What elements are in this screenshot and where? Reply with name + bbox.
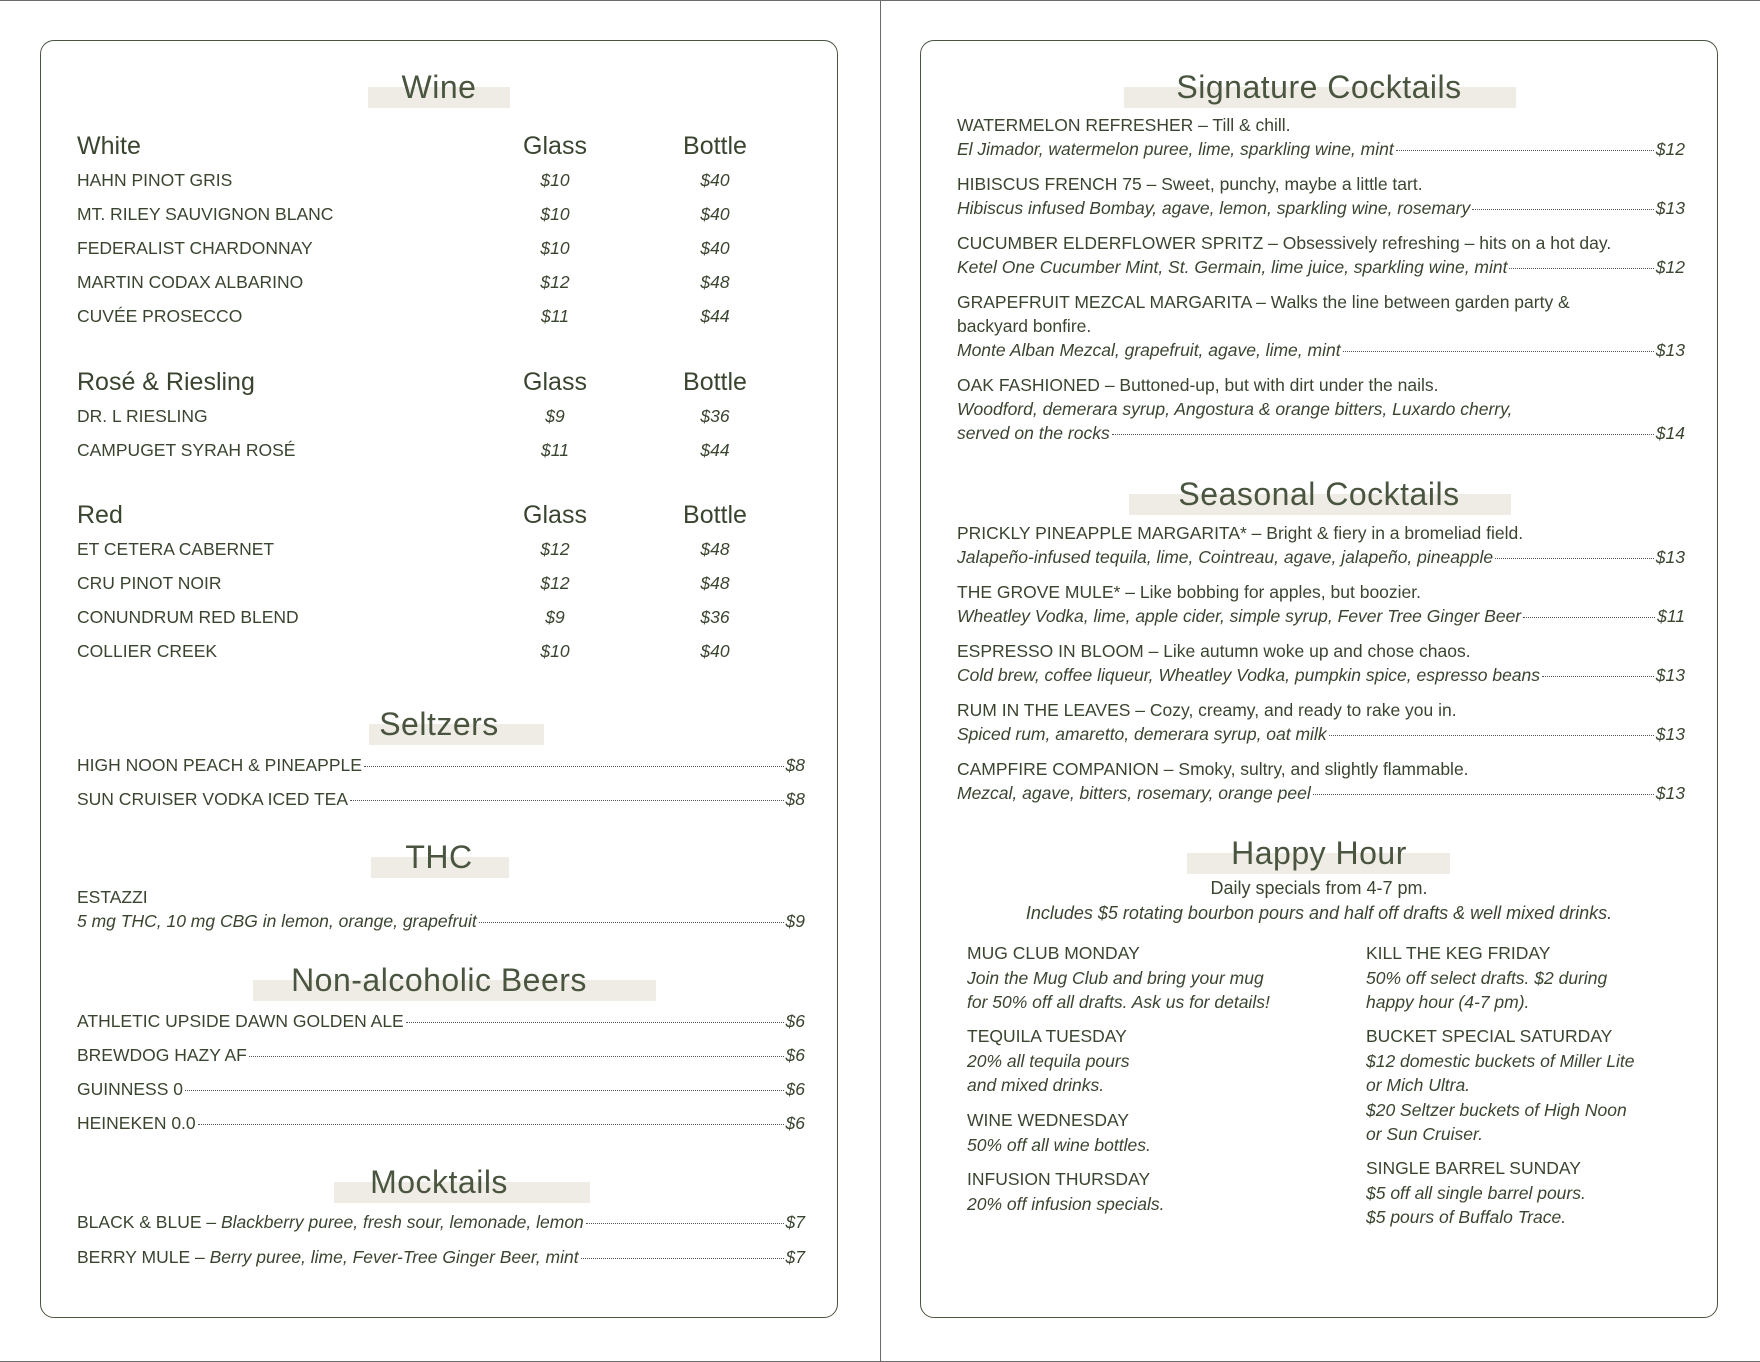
white-glass-label: Glass — [523, 132, 587, 160]
beer-row — [77, 1076, 805, 1102]
item-description: Jalapeño-infused tequila, lime, Cointreau, agave, jalapeño, pineapple — [957, 547, 1494, 567]
wine-name: ET CETERA CABERNET — [77, 539, 275, 559]
item-tagline: Sweet, punchy, maybe a little tart. — [1161, 174, 1423, 194]
item-price: $8 — [785, 789, 805, 809]
item-description: Woodford, demerara syrup, Angostura & orange bitters, Luxardo cherry, — [957, 399, 1513, 419]
item-name: HIBISCUS FRENCH 75 — [957, 174, 1142, 194]
special-item — [1366, 1156, 1716, 1230]
special-item — [1366, 941, 1716, 1015]
glass-price: $12 — [540, 573, 570, 593]
item-tagline: Till & chill. — [1212, 115, 1291, 135]
item-name: CAMPFIRE COMPANION — [957, 759, 1159, 779]
cocktail-item: CUCUMBER ELDERFLOWER SPRITZ – Obsessively refreshing – hits on a hot day. Ketel One Cucumber Mint, St. Germain, lime juice, sparkling wine, mint $12 — [957, 233, 1685, 277]
special-line: or Mich Ultra. — [1366, 1075, 1471, 1095]
rose-glass-label: Glass — [523, 368, 587, 396]
glass-price: $11 — [541, 440, 569, 460]
item-description: Cold brew, coffee liqueur, Wheatley Vodka, pumpkin spice, espresso beans — [957, 665, 1541, 685]
special-line: 20% off infusion specials. — [967, 1193, 1165, 1214]
item-tagline: Cozy, creamy, and ready to rake you in. — [1149, 700, 1457, 720]
rose-bottle-label: Bottle — [683, 368, 747, 396]
rose-label: Rosé & Riesling — [77, 368, 255, 396]
bottle-price: $40 — [700, 204, 730, 224]
special-line: $12 domestic buckets of Miller Lite — [1366, 1050, 1635, 1071]
special-day: INFUSION THURSDAY — [967, 1169, 1151, 1189]
item-name: SUN CRUISER VODKA ICED TEA — [77, 789, 348, 809]
item-name: GUINNESS 0 — [77, 1079, 183, 1099]
seltzer-row — [77, 752, 805, 778]
special-day: SINGLE BARREL SUNDAY — [1366, 1158, 1581, 1178]
item-description: El Jimador, watermelon puree, lime, sparkling wine, mint — [957, 139, 1394, 159]
item-name: HEINEKEN 0.0 — [77, 1113, 196, 1133]
special-day: WINE WEDNESDAY — [967, 1110, 1130, 1130]
mocktails-title: Mocktails — [370, 1164, 508, 1200]
item-price: $13 — [1655, 724, 1685, 744]
item-name: BLACK & BLUE — [77, 1212, 202, 1232]
cocktail-item: PRICKLY PINEAPPLE MARGARITA* – Bright & fiery in a bromeliad field. Jalapeño-infused tequila, lime, Cointreau, agave, jalapeño, pineapple $13 — [957, 523, 1685, 567]
special-item — [967, 941, 1317, 1015]
red-bottle-label: Bottle — [683, 501, 747, 529]
item-name: BERRY MULE — [77, 1247, 191, 1267]
bottle-price: $44 — [700, 306, 730, 326]
item-name: PRICKLY PINEAPPLE MARGARITA* — [957, 523, 1247, 543]
bottle-price: $40 — [700, 170, 730, 190]
special-item — [967, 1024, 1317, 1098]
left-menu-panel — [40, 40, 838, 1318]
beer-row — [77, 1008, 805, 1034]
bottle-price: $40 — [700, 238, 730, 258]
thc-title: THC — [405, 839, 473, 875]
glass-price: $12 — [540, 272, 570, 292]
glass-price: $9 — [545, 406, 565, 426]
special-day: KILL THE KEG FRIDAY — [1366, 943, 1551, 963]
wine-row — [77, 570, 803, 596]
item-price: $6 — [785, 1079, 805, 1099]
seltzers-heading — [41, 702, 837, 746]
wine-row — [77, 638, 803, 664]
bottle-price: $48 — [700, 272, 730, 292]
special-line: 20% all tequila pours — [967, 1050, 1130, 1071]
item-tagline: Bright & fiery in a bromeliad field. — [1266, 523, 1524, 543]
item-price: $9 — [785, 911, 805, 931]
wine-row — [77, 403, 803, 429]
item-name: ATHLETIC UPSIDE DAWN GOLDEN ALE — [77, 1011, 404, 1031]
wine-heading — [41, 65, 837, 109]
na-beers-heading — [41, 958, 837, 1002]
beer-row — [77, 1110, 805, 1136]
mocktail-row: BLACK & BLUE – Blackberry puree, fresh sour, lemonade, lemon $7 — [77, 1209, 805, 1235]
wine-name: CUVÉE PROSECCO — [77, 306, 243, 326]
item-name: CUCUMBER ELDERFLOWER SPRITZ — [957, 233, 1264, 253]
item-description: Hibiscus infused Bombay, agave, lemon, sparkling wine, rosemary — [957, 198, 1471, 218]
item-price: $13 — [1655, 198, 1685, 218]
item-price: $13 — [1655, 340, 1685, 360]
item-description: Mezcal, agave, bitters, rosemary, orange peel — [957, 783, 1311, 803]
item-price: $7 — [785, 1212, 805, 1232]
seasonal-title: Seasonal Cocktails — [1178, 476, 1460, 512]
item-name: RUM IN THE LEAVES — [957, 700, 1131, 720]
item-tagline: Buttoned-up, but with dirt under the nails. — [1119, 375, 1439, 395]
bottle-price: $36 — [700, 607, 730, 627]
cocktail-item: OAK FASHIONED – Buttoned-up, but with dirt under the nails. Woodford, demerara syrup, Angostura & orange bitters, Luxardo cherry, served on the rocks $14 — [957, 375, 1685, 443]
item-name: BREWDOG HAZY AF — [77, 1045, 247, 1065]
glass-price: $10 — [540, 238, 570, 258]
item-price: $12 — [1655, 257, 1685, 277]
na-beers-title: Non-alcoholic Beers — [291, 962, 587, 998]
bottle-price: $40 — [700, 641, 730, 661]
happy-hour-title: Happy Hour — [1231, 835, 1407, 871]
item-price: $11 — [1657, 606, 1685, 626]
item-description: Spiced rum, amaretto, demerara syrup, oat milk — [957, 724, 1327, 744]
wine-name: MT. RILEY SAUVIGNON BLANC — [77, 204, 334, 224]
glass-price: $12 — [540, 539, 570, 559]
special-item — [1366, 1024, 1716, 1147]
special-line: $20 Seltzer buckets of High Noon — [1366, 1099, 1627, 1120]
item-name: THE GROVE MULE* — [957, 582, 1121, 602]
item-price: $14 — [1655, 423, 1685, 443]
glass-price: $11 — [541, 306, 569, 326]
item-tagline: Walks the line between garden party & — [1270, 292, 1570, 312]
item-tagline-cont: backyard bonfire. — [957, 316, 1092, 336]
special-line: or Sun Cruiser. — [1366, 1124, 1484, 1144]
happy-hour-heading — [921, 831, 1717, 875]
rose-header — [77, 365, 803, 399]
item-description: Ketel One Cucumber Mint, St. Germain, lime juice, sparkling wine, mint — [957, 257, 1508, 277]
red-header — [77, 498, 803, 532]
thc-item-name-row — [77, 884, 805, 910]
cocktail-item: CAMPFIRE COMPANION – Smoky, sultry, and slightly flammable. Mezcal, agave, bitters, rosemary, orange peel $13 — [957, 759, 1685, 803]
wine-row — [77, 201, 803, 227]
item-price: $6 — [785, 1045, 805, 1065]
item-price: $13 — [1655, 547, 1685, 567]
red-glass-label: Glass — [523, 501, 587, 529]
cocktail-item: RUM IN THE LEAVES – Cozy, creamy, and ready to rake you in. Spiced rum, amaretto, demerara syrup, oat milk $13 — [957, 700, 1685, 744]
white-bottle-label: Bottle — [683, 132, 747, 160]
item-name: HIGH NOON PEACH & PINEAPPLE — [77, 755, 362, 775]
special-item — [967, 1108, 1317, 1157]
special-line: happy hour (4-7 pm). — [1366, 992, 1530, 1012]
wine-row — [77, 167, 803, 193]
wine-title: Wine — [401, 69, 477, 105]
thc-heading — [41, 835, 837, 879]
white-label: White — [77, 132, 141, 160]
wine-name: CRU PINOT NOIR — [77, 573, 222, 593]
bottle-price: $48 — [700, 573, 730, 593]
mocktails-heading — [41, 1160, 837, 1204]
item-price: $6 — [785, 1011, 805, 1031]
item-name: WATERMELON REFRESHER — [957, 115, 1194, 135]
special-line: $5 off all single barrel pours. — [1366, 1182, 1586, 1203]
glass-price: $10 — [540, 204, 570, 224]
wine-row — [77, 437, 803, 463]
special-line: Join the Mug Club and bring your mug — [967, 967, 1264, 988]
wine-row — [77, 235, 803, 261]
wine-name: CAMPUGET SYRAH ROSÉ — [77, 440, 296, 460]
cocktail-item: WATERMELON REFRESHER – Till & chill. El Jimador, watermelon puree, lime, sparkling wine, mint $12 — [957, 115, 1685, 159]
item-description: 5 mg THC, 10 mg CBG in lemon, orange, grapefruit — [77, 911, 477, 931]
wine-name: CONUNDRUM RED BLEND — [77, 607, 299, 627]
special-day: TEQUILA TUESDAY — [967, 1026, 1127, 1046]
item-description: Blackberry puree, fresh sour, lemonade, lemon — [220, 1212, 584, 1232]
happy-hour-line2: Includes $5 rotating bourbon pours and half off drafts & well mixed drinks. — [1025, 903, 1613, 923]
happy-hour-line1: Daily specials from 4-7 pm. — [1210, 878, 1428, 898]
special-line: and mixed drinks. — [967, 1075, 1105, 1095]
item-name: OAK FASHIONED — [957, 375, 1100, 395]
item-description: Berry puree, lime, Fever-Tree Ginger Beer, mint — [209, 1247, 579, 1267]
page-fold-divider — [880, 0, 881, 1362]
special-day: MUG CLUB MONDAY — [967, 943, 1140, 963]
glass-price: $9 — [545, 607, 565, 627]
seasonal-heading — [921, 472, 1717, 516]
bottle-price: $48 — [700, 539, 730, 559]
item-price: $13 — [1655, 665, 1685, 685]
item-tagline: Like bobbing for apples, but boozier. — [1139, 582, 1422, 602]
item-tagline: Smoky, sultry, and slightly flammable. — [1178, 759, 1469, 779]
wine-row — [77, 536, 803, 562]
bottle-price: $44 — [700, 440, 730, 460]
wine-row — [77, 269, 803, 295]
item-price: $12 — [1655, 139, 1685, 159]
seltzers-title: Seltzers — [379, 706, 499, 742]
mocktail-row: BERRY MULE – Berry puree, lime, Fever-Tree Ginger Beer, mint $7 — [77, 1244, 805, 1270]
special-line: $5 pours of Buffalo Trace. — [1366, 1207, 1567, 1227]
item-description: Monte Alban Mezcal, grapefruit, agave, lime, mint — [957, 340, 1341, 360]
special-day: BUCKET SPECIAL SATURDAY — [1366, 1026, 1613, 1046]
special-item — [967, 1167, 1317, 1216]
cocktail-item: GRAPEFRUIT MEZCAL MARGARITA – Walks the line between garden party & backyard bonfire. Monte Alban Mezcal, grapefruit, agave, lime, mint $13 — [957, 292, 1685, 360]
item-tagline: Like autumn woke up and chose chaos. — [1163, 641, 1471, 661]
special-line: 50% off all wine bottles. — [967, 1134, 1151, 1155]
bottle-price: $36 — [700, 406, 730, 426]
signature-heading — [921, 65, 1717, 109]
special-line: for 50% off all drafts. Ask us for details! — [967, 992, 1270, 1012]
wine-name: FEDERALIST CHARDONNAY — [77, 238, 313, 258]
cocktail-item: ESPRESSO IN BLOOM – Like autumn woke up and chose chaos. Cold brew, coffee liqueur, Wheatley Vodka, pumpkin spice, espresso beans $13 — [957, 641, 1685, 685]
special-line: 50% off select drafts. $2 during — [1366, 967, 1608, 988]
glass-price: $10 — [540, 170, 570, 190]
wine-name: HAHN PINOT GRIS — [77, 170, 233, 190]
item-price: $6 — [785, 1113, 805, 1133]
wine-name: MARTIN CODAX ALBARINO — [77, 272, 304, 292]
item-price: $13 — [1655, 783, 1685, 803]
item-price: $7 — [785, 1247, 805, 1267]
item-name: GRAPEFRUIT MEZCAL MARGARITA — [957, 292, 1252, 312]
wine-name: COLLIER CREEK — [77, 641, 218, 661]
item-tagline: Obsessively refreshing – hits on a hot day. — [1282, 233, 1612, 253]
white-header — [77, 129, 803, 163]
item-description: Wheatley Vodka, lime, apple cider, simple syrup, Fever Tree Ginger Beer — [957, 606, 1522, 626]
item-price: $8 — [785, 755, 805, 775]
seltzer-row — [77, 786, 805, 812]
cocktail-item: HIBISCUS FRENCH 75 – Sweet, punchy, maybe a little tart. Hibiscus infused Bombay, agave, lemon, sparkling wine, rosemary $13 — [957, 174, 1685, 218]
wine-row — [77, 303, 803, 329]
signature-title: Signature Cocktails — [1176, 69, 1462, 105]
glass-price: $10 — [540, 641, 570, 661]
item-name: ESTAZZI — [77, 887, 148, 907]
item-description-cont: served on the rocks — [957, 423, 1110, 443]
right-menu-panel — [920, 40, 1718, 1318]
red-label: Red — [77, 501, 123, 529]
cocktail-item: THE GROVE MULE* – Like bobbing for apples, but boozier. Wheatley Vodka, lime, apple cider, simple syrup, Fever Tree Ginger Beer $11 — [957, 582, 1685, 626]
item-name: ESPRESSO IN BLOOM — [957, 641, 1144, 661]
wine-name: DR. L RIESLING — [77, 406, 208, 426]
beer-row — [77, 1042, 805, 1068]
wine-row — [77, 604, 803, 630]
thc-desc-row — [77, 908, 805, 934]
